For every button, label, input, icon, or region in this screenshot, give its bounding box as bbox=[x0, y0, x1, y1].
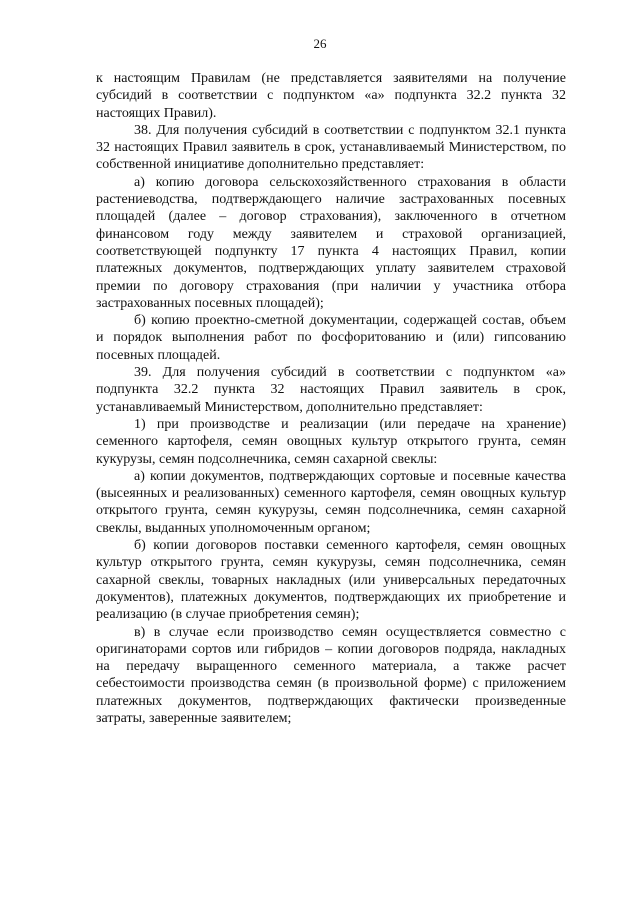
paragraph-item-39-1-v: в) в случае если производство семян осуществляется совместно с оригинаторами сортов или гибридов – копии договоров подряда, накладных на передачу выращенного семенного материала, а также расчет себестоимости производства семян (в произвольной форме) с приложением платежных документов, подтверждающих фактически произведенные затраты, заверенные заявителем; bbox=[96, 624, 566, 726]
paragraph-item-39-1-b: б) копии договоров поставки семенного картофеля, семян овощных культур открытого грунта, семян кукурузы, семян подсолнечника, семян сахарной свеклы, товарных накладных (или универсальных передаточных документов), платежных документов, подтверждающих их приобретение и реализацию (в случае приобретения семян); bbox=[96, 538, 566, 623]
paragraph-item-39-1-a: а) копии документов, подтверждающих сортовые и посевные качества (высеянных и реализованных) семенного картофеля, семян овощных культур открытого грунта, семян кукурузы, семян подсолнечника, семян сахарной свеклы, выданных уполномоченным органом; bbox=[96, 468, 566, 536]
paragraph-continuation: к настоящим Правилам (не представляется заявителями на получение субсидий в соответствии с подпунктом «а» подпункта 32.2 пункта 32 настоящих Правил). bbox=[96, 71, 566, 121]
page-number: 26 bbox=[313, 36, 327, 51]
document-body bbox=[96, 70, 566, 727]
paragraph-item-38-a: а) копию договора сельскохозяйственного страхования в области растениеводства, подтверждающего наличие застрахованных посевных площадей (далее – договор страхования), заключенного в отчетном финансовом году между заявителем и страховой организацией, соответствующей подпункту 17 пункта 4 настоящих Правил, копии платежных документов, подтверждающих уплату заявителем страховой премии по договору страхования (при наличии у участника отбора застрахованных посевных площадей); bbox=[96, 174, 566, 311]
paragraph-item-39: 39. Для получения субсидий в соответствии с подпунктом «а» подпункта 32.2 пункта 32 настоящих Правил заявитель в срок, устанавливаемый Министерством, дополнительно представляет: bbox=[96, 365, 566, 415]
paragraph-item-38: 38. Для получения субсидий в соответствии с подпунктом 32.1 пункта 32 настоящих Правил заявитель в срок, устанавливаемый Министерством, по собственной инициативе дополнительно представляет: bbox=[96, 122, 566, 173]
paragraph-item-38-b: б) копию проектно-сметной документации, содержащей состав, объем и порядок выполнения работ по фосфоритованию и (или) гипсованию посевных площадей. bbox=[96, 313, 566, 363]
paragraph-item-39-1: 1) при производстве и реализации (или передаче на хранение) семенного картофеля, семян овощных культур открытого грунта, семян кукурузы, семян подсолнечника, семян сахарной свеклы: bbox=[96, 416, 566, 467]
